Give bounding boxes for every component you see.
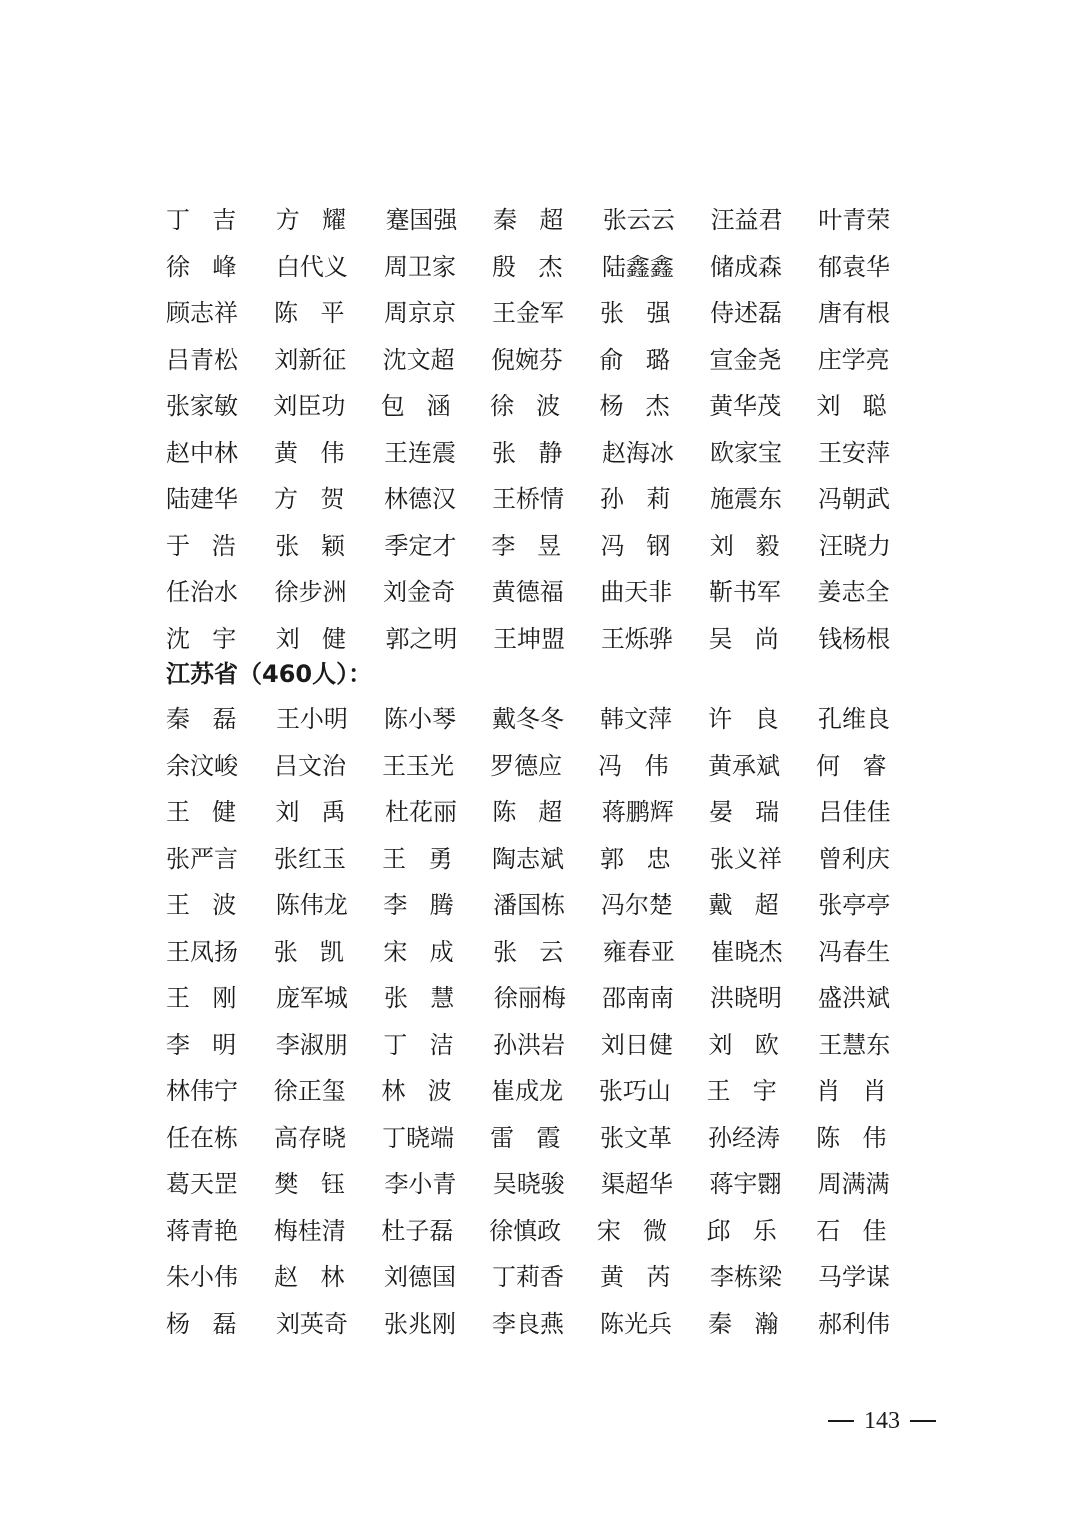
person-name: 晏 瑞 [709,798,780,827]
person-name: 朱小伟 [166,1263,238,1292]
person-name: 陈光兵 [600,1309,673,1338]
person-name: 俞 璐 [599,345,670,374]
person-name: 宋 成 [383,937,454,966]
person-name: 姜志全 [817,578,890,607]
person-name: 林 波 [381,1077,452,1106]
person-name: 靳书军 [708,578,781,607]
person-name: 李淑朋 [275,1030,348,1059]
person-name: 冯朝武 [818,485,890,514]
person-name: 丁 洁 [383,1030,454,1059]
person-name: 张文革 [600,1123,673,1152]
person-name: 王 勇 [382,844,453,873]
person-name: 徐 峰 [166,252,237,281]
person-name: 王 波 [166,891,237,920]
person-name: 丁 吉 [166,206,237,235]
person-name: 张红玉 [274,844,347,873]
person-name: 陆鑫鑫 [601,252,674,281]
person-name: 刘德国 [383,1263,456,1292]
person-name: 方 贺 [274,485,345,514]
person-name: 黄德福 [491,578,564,607]
person-name: 庄学亮 [817,345,890,374]
person-name: 欧家宝 [709,438,782,467]
name-row [166,929,926,976]
person-name: 吕文治 [274,751,347,780]
name-row [166,1115,926,1162]
person-name: 王慧东 [818,1030,891,1059]
person-name: 黄 芮 [600,1263,671,1292]
person-name: 陈伟龙 [275,891,348,920]
person-name: 殷 杰 [492,252,563,281]
person-name: 宋 微 [596,1216,668,1245]
person-name: 雍春亚 [602,937,675,966]
person-name: 徐 波 [490,392,561,421]
person-name: 沈 宇 [166,624,237,653]
person-name: 梅桂清 [273,1216,346,1245]
person-name: 钱杨根 [818,624,891,653]
person-name: 徐丽梅 [493,984,566,1013]
person-name: 盛洪斌 [818,984,890,1013]
name-row [166,476,926,523]
person-name: 包 涵 [380,392,451,421]
dash-left [828,1420,854,1422]
person-name: 郭 忠 [600,844,671,873]
person-name: 陶志斌 [492,844,564,873]
person-name: 杜花丽 [384,798,457,827]
person-name: 张义祥 [709,844,782,873]
person-name: 李良燕 [492,1309,564,1338]
name-row [166,1068,926,1115]
person-name: 秦 瀚 [708,1309,779,1338]
person-name: 季定才 [384,531,457,560]
person-name: 刘新征 [274,345,347,374]
person-name: 蒋鹏辉 [601,798,674,827]
person-name: 蒋宇翾 [709,1170,782,1199]
person-name: 王连震 [383,438,456,467]
person-name: 潘国栋 [493,891,566,920]
person-name: 汪晓力 [819,531,892,560]
dash-right [910,1420,936,1422]
person-name: 张云云 [602,206,675,235]
name-row [166,430,926,477]
name-row [166,975,926,1022]
person-name: 张兆刚 [383,1309,456,1338]
person-name: 赵中林 [166,438,238,467]
person-name: 李 明 [166,1030,237,1059]
person-name: 吴晓骏 [492,1170,565,1199]
person-name: 刘 禹 [275,798,346,827]
person-name: 高存晓 [274,1123,347,1152]
person-name: 施震东 [709,485,782,514]
name-row [166,882,926,929]
section-heading-jiangsu: 江苏省（460人）： [166,660,373,688]
person-name: 吕青松 [166,345,238,374]
person-name: 王 宇 [706,1077,777,1106]
person-name: 王安萍 [818,438,890,467]
name-row [166,1208,926,1255]
name-row [166,197,926,244]
person-name: 林德汉 [383,485,456,514]
person-name: 张家敏 [166,392,238,421]
person-name: 叶青荣 [818,206,891,235]
person-name: 赵 林 [274,1263,345,1292]
person-name: 李栋梁 [709,1263,782,1292]
person-name: 周京京 [383,299,456,328]
person-name: 周满满 [817,1170,890,1199]
person-name: 张亭亭 [818,891,891,920]
name-row [166,789,926,836]
person-name: 蹇国强 [385,206,458,235]
person-name: 侍述磊 [709,299,782,328]
person-name: 黄 伟 [274,438,345,467]
name-row [166,836,926,883]
person-name: 王金军 [492,299,564,328]
person-name: 杜子磊 [381,1216,454,1245]
person-name: 徐步洲 [274,578,347,607]
person-name: 李小青 [384,1170,457,1199]
name-list-jiangsu [166,696,926,1347]
person-name: 张 静 [492,438,563,467]
person-name: 杨 杰 [599,392,670,421]
person-name: 樊 钰 [274,1170,345,1199]
person-name: 张 慧 [383,984,455,1013]
person-name: 张 强 [600,299,671,328]
person-name: 陈 伟 [816,1123,887,1152]
page-number-value: 143 [864,1408,900,1434]
person-name: 郝利伟 [818,1309,890,1338]
person-name: 倪婉芬 [490,345,563,374]
person-name: 赵海冰 [601,438,674,467]
person-name: 吴 尚 [708,624,779,653]
person-name: 孔维良 [818,705,890,734]
name-row [166,337,926,384]
person-name: 白代义 [275,252,348,281]
person-name: 陈小琴 [383,705,456,734]
person-name: 孙 莉 [600,485,671,514]
person-name: 何 睿 [816,751,887,780]
person-name: 王 健 [166,798,236,827]
person-name: 渠超华 [601,1170,674,1199]
person-name: 许 良 [708,705,779,734]
person-name: 秦 超 [493,206,564,235]
person-name: 孙洪岩 [493,1030,566,1059]
person-name: 王小明 [275,705,348,734]
person-name: 蒋青艳 [166,1216,238,1245]
name-list-previous-province [166,197,926,662]
person-name: 邱 乐 [706,1216,777,1245]
person-name: 顾志祥 [166,299,238,328]
person-name: 于 浩 [166,531,236,560]
person-name: 雷 霞 [490,1123,561,1152]
person-name: 葛天罡 [166,1170,238,1199]
person-name: 王烁骅 [600,624,673,653]
person-name: 方 耀 [275,206,346,235]
name-row [166,290,926,337]
name-row [166,743,926,790]
person-name: 张 颖 [275,531,345,560]
person-name: 崔成龙 [491,1077,564,1106]
person-name: 黄承斌 [708,751,781,780]
person-name: 马学谋 [818,1263,890,1292]
person-name: 庞军城 [275,984,348,1013]
name-row [166,1301,926,1348]
person-name: 周卫家 [383,252,456,281]
name-row [166,616,926,663]
person-name: 肖 肖 [816,1077,887,1106]
person-name: 罗德应 [490,751,563,780]
person-name: 刘 聪 [816,392,887,421]
person-name: 沈文超 [382,345,455,374]
person-name: 张 凯 [273,937,344,966]
person-name: 王凤扬 [166,937,238,966]
person-name: 刘臣功 [273,392,346,421]
person-name: 冯 伟 [598,751,669,780]
person-name: 陆建华 [166,485,238,514]
person-name: 洪晓明 [709,984,782,1013]
name-row [166,1022,926,1069]
person-name: 张巧山 [598,1077,671,1106]
person-name: 汪益君 [710,206,783,235]
name-row [166,569,926,616]
person-name: 任在栋 [166,1123,238,1152]
person-name: 王坤盟 [493,624,566,653]
person-name: 王玉光 [382,751,455,780]
name-row [166,383,926,430]
person-name: 孙经涛 [708,1123,781,1152]
person-name: 王 刚 [166,984,237,1013]
person-name: 郁袁华 [818,252,890,281]
person-name: 陈 超 [492,798,563,827]
name-row [166,523,926,570]
name-row [166,244,926,291]
person-name: 石 佳 [816,1216,887,1245]
name-row [166,1254,926,1301]
person-name: 储成森 [709,252,782,281]
person-name: 刘 欧 [708,1030,779,1059]
page-number [828,1406,936,1436]
person-name: 李 昱 [491,531,562,560]
person-name: 刘金奇 [383,578,456,607]
person-name: 徐正玺 [273,1077,346,1106]
person-name: 张严言 [166,844,238,873]
person-name: 戴冬冬 [492,705,564,734]
person-name: 林伟宁 [166,1077,238,1106]
person-name: 余汶峻 [166,751,238,780]
person-name: 冯春生 [818,937,891,966]
person-name: 宣金尧 [709,345,782,374]
person-name: 吕佳佳 [818,798,891,827]
person-name: 崔晓杰 [710,937,783,966]
person-name: 刘英奇 [275,1309,348,1338]
person-name: 李 腾 [383,891,454,920]
person-name: 戴 超 [708,891,779,920]
person-name: 王桥情 [492,485,564,514]
person-name: 曲天非 [600,578,673,607]
person-name: 任治水 [166,578,238,607]
person-name: 唐有根 [818,299,890,328]
name-row [166,696,926,743]
person-name: 张 云 [493,937,564,966]
person-name: 徐慎政 [489,1216,562,1245]
person-name: 陈 平 [274,299,345,328]
person-name: 刘 毅 [709,531,780,560]
person-name: 丁莉香 [492,1263,564,1292]
person-name: 刘 健 [275,624,346,653]
person-name: 韩文萍 [600,705,673,734]
person-name: 邵南南 [601,984,674,1013]
person-name: 丁晓端 [382,1123,455,1152]
person-name: 杨 磊 [166,1309,237,1338]
person-name: 郭之明 [385,624,458,653]
person-name: 黄华茂 [709,392,782,421]
person-name: 曾利庆 [818,844,890,873]
person-name: 秦 磊 [166,705,237,734]
name-row [166,1161,926,1208]
person-name: 冯 钢 [600,531,671,560]
person-name: 刘日健 [600,1030,673,1059]
person-name: 冯尔楚 [600,891,673,920]
